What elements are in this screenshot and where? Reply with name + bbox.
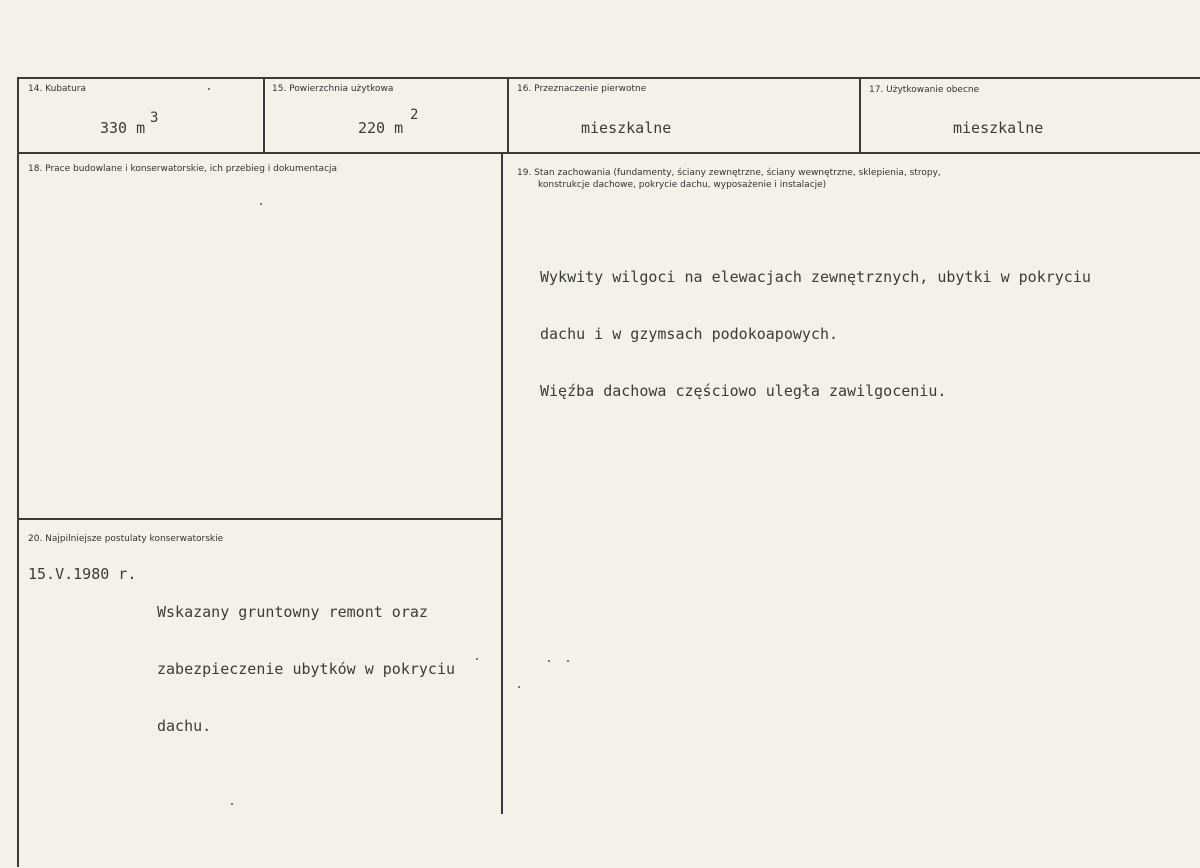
paper-speck xyxy=(476,658,478,660)
field-14-value: 330 m xyxy=(100,119,146,137)
paper-speck xyxy=(231,803,233,805)
field-17-value: mieszkalne xyxy=(953,119,1044,137)
field-19-label-line2: konstrukcje dachowe, pokrycie dachu, wyposażenie i instalacje) xyxy=(538,180,827,190)
field-14-superscript: 3 xyxy=(150,110,159,126)
field-15-value: 220 m xyxy=(358,119,404,137)
field-20-date: 15.V.1980 r. xyxy=(28,565,137,583)
field-20-label: 20. Najpilniejsze postulaty konserwatorskie xyxy=(28,534,224,544)
col-divider-16-17 xyxy=(859,77,861,153)
left-border xyxy=(17,77,19,867)
field-16-value: mieszkalne xyxy=(581,119,672,137)
col-divider-15-16 xyxy=(507,77,509,153)
paper-speck xyxy=(208,88,210,90)
field-19-text-line: Więźba dachowa częściowo uległa zawilgoceniu. xyxy=(540,382,947,400)
field-17-label: 17. Użytkowanie obecne xyxy=(869,85,980,95)
field-19-label-line1: 19. Stan zachowania (fundamenty, ściany zewnętrzne, ściany wewnętrzne, sklepienia, stropy, xyxy=(517,168,941,178)
paper-speck xyxy=(567,660,569,662)
paper-speck xyxy=(548,660,550,662)
field-18-label: 18. Prace budowlane i konserwatorskie, ich przebieg i dokumentacja xyxy=(28,164,338,174)
col-divider-14-15 xyxy=(263,77,265,153)
field-19-text xyxy=(540,230,1091,439)
field-19-text-line: Wykwity wilgoci na elewacjach zewnętrznych, ubytki w pokryciu xyxy=(540,268,1091,286)
row-divider-1 xyxy=(18,152,1200,154)
paper-speck xyxy=(518,686,520,688)
row-divider-2 xyxy=(18,518,502,520)
col-divider-18-19 xyxy=(501,152,503,814)
field-16-label: 16. Przeznaczenie pierwotne xyxy=(517,84,647,94)
top-rule xyxy=(18,77,1200,79)
field-20-text-line: Wskazany gruntowny remont oraz xyxy=(157,603,428,621)
field-15-superscript: 2 xyxy=(410,107,419,123)
field-20-text-line: zabezpieczenie ubytków w pokryciu xyxy=(157,660,456,678)
field-15-label: 15. Powierzchnia użytkowa xyxy=(272,84,394,94)
field-14-label: 14. Kubatura xyxy=(28,84,87,94)
field-20-text xyxy=(157,565,455,774)
paper-speck xyxy=(260,203,262,205)
field-19-text-line: dachu i w gzymsach podokoapowych. xyxy=(540,325,839,343)
field-20-text-line: dachu. xyxy=(157,717,212,735)
